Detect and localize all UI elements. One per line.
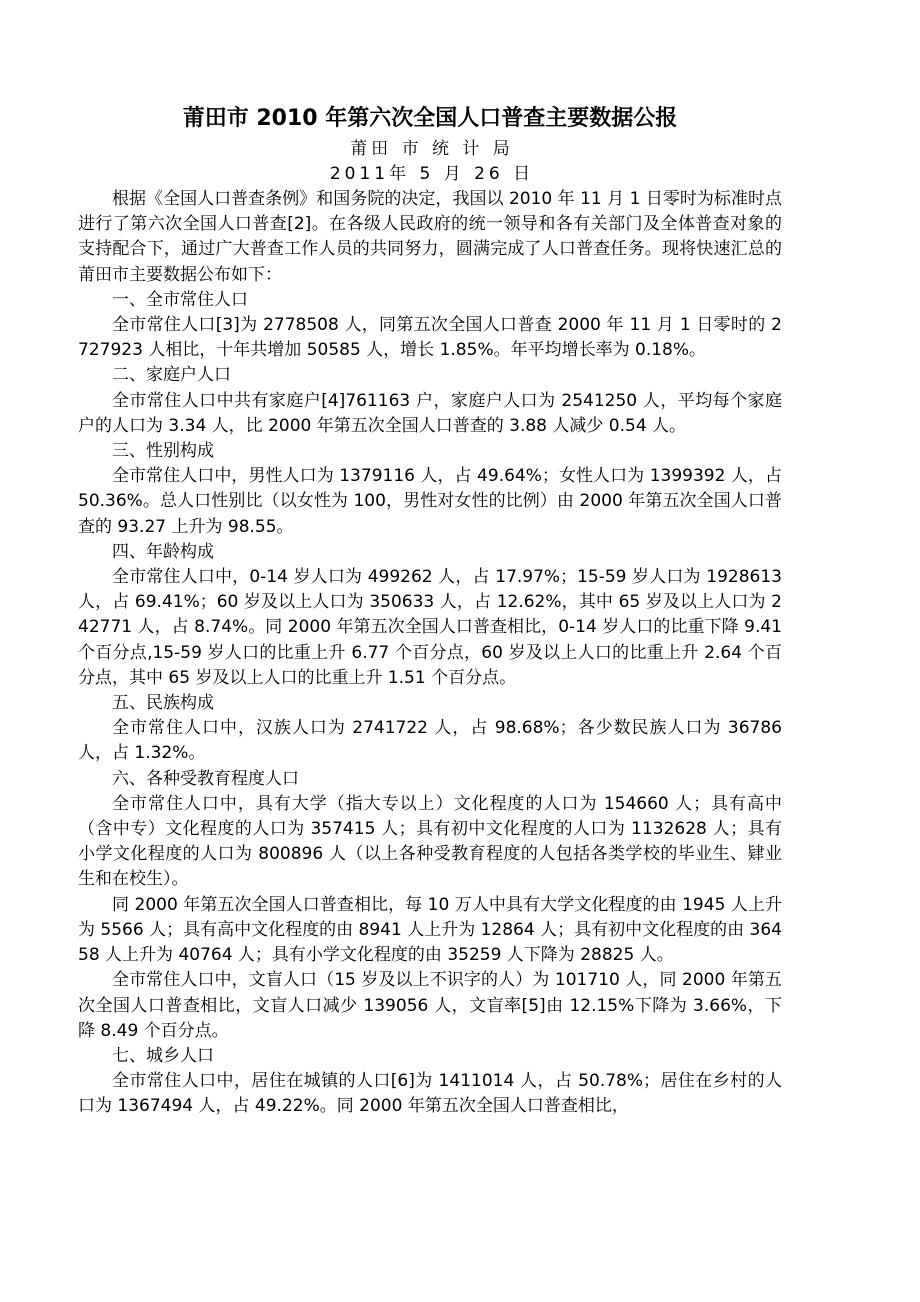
- section-paragraph-6-2: 同 2000 年第五次全国人口普查相比，每 10 万人中具有大学文化程度的由 1945 人上升为 5566 人；具有高中文化程度的由 8941 人上升为 12864 人；具有初中文化程度的由 36458 人上升为 40764 人；具有小学文化程度的由 35259 人下降为 28825 人。: [78, 894, 782, 966]
- section-heading-3: 三、性别构成: [112, 441, 214, 462]
- issuing-agency: 莆田 市 统 计 局: [350, 139, 514, 159]
- section-heading-7: 七、城乡人口: [112, 1045, 214, 1066]
- section-paragraph-7-1: 全市常住人口中，居住在城镇的人口[6]为 1411014 人，占 50.78%；居住在乡村的人口为 1367494 人，占 49.22%。同 2000 年第五次全国人口普查相比，: [78, 1071, 782, 1117]
- section-heading-2: 二、家庭户人口: [112, 365, 231, 386]
- page-title: 莆田市 2010 年第六次全国人口普查主要数据公报: [182, 106, 678, 131]
- section-paragraph-5-1: 全市常住人口中，汉族人口为 2741722 人，占 98.68%；各少数民族人口为 36786 人，占 1.32%。: [78, 718, 782, 764]
- publication-date: 2011年 5 月 26 日: [329, 164, 535, 184]
- section-paragraph-3-1: 全市常住人口中，男性人口为 1379116 人，占 49.64%；女性人口为 1399392 人，占 50.36%。总人口性别比（以女性为 100，男性对女性的比例）由 2000 年第五次全国人口普查的 93.27 上升为 98.55。: [78, 466, 782, 537]
- section-heading-6: 六、各种受教育程度人口: [112, 768, 299, 789]
- section-heading-5: 五、民族构成: [112, 693, 214, 714]
- document-body: [78, 104, 782, 1120]
- section-paragraph-1-1: 全市常住人口[3]为 2778508 人，同第五次全国人口普查 2000 年 11 月 1 日零时的 2727923 人相比，十年共增加 50585 人，增长 1.85%。年平均增长率为 0.18%。: [78, 315, 782, 361]
- section-paragraph-4-1: 全市常住人口中，0-14 岁人口为 499262 人，占 17.97%；15-59 岁人口为 1928613 人，占 69.41%；60 岁及以上人口为 350633 人，占 12.62%，其中 65 岁及以上人口为 242771 人，占 8.74%。同 2000 年第五次全国人口普查相比，0-14 岁人口的比重下降 9.41 个百分点,15-59 岁人口的比重上升 6.77 个百分点，60 岁及以上人口的比重上升 2.64 个百分点，其中 65 岁及以上人口的比重上升 1.51 个百分点。: [78, 567, 782, 688]
- section-paragraph-6-1: 全市常住人口中，具有大学（指大专以上）文化程度的人口为 154660 人；具有高中（含中专）文化程度的人口为 357415 人；具有初中文化程度的人口为 1132628 人；具有小学文化程度的人口为 800896 人（以上各种受教育程度的人包括各类学校的毕业生、肄业生和在校生）。: [78, 793, 782, 890]
- section-heading-1: 一、全市常住人口: [112, 289, 248, 310]
- intro-paragraph: 根据《全国人口普查条例》和国务院的决定，我国以 2010 年 11 月 1 日零时为标准时点进行了第六次全国人口普查[2]。在各级人民政府的统一领导和各有关部门及全体普查对象的支持配合下，通过广大普查工作人员的共同努力，圆满完成了人口普查任务。现将快速汇总的莆田市主要数据公布如下：: [78, 189, 782, 285]
- section-paragraph-6-3: 全市常住人口中，文盲人口（15 岁及以上不识字的人）为 101710 人，同 2000 年第五次全国人口普查相比，文盲人口减少 139056 人，文盲率[5]由 12.15%下降为 3.66%，下降 8.49 个百分点。: [78, 970, 782, 1041]
- section-heading-4: 四、年龄构成: [112, 541, 214, 562]
- section-paragraph-2-1: 全市常住人口中共有家庭户[4]761163 户，家庭户人口为 2541250 人，平均每个家庭户的人口为 3.34 人，比 2000 年第五次全国人口普查的 3.88 人减少 0.54 人。: [78, 390, 782, 436]
